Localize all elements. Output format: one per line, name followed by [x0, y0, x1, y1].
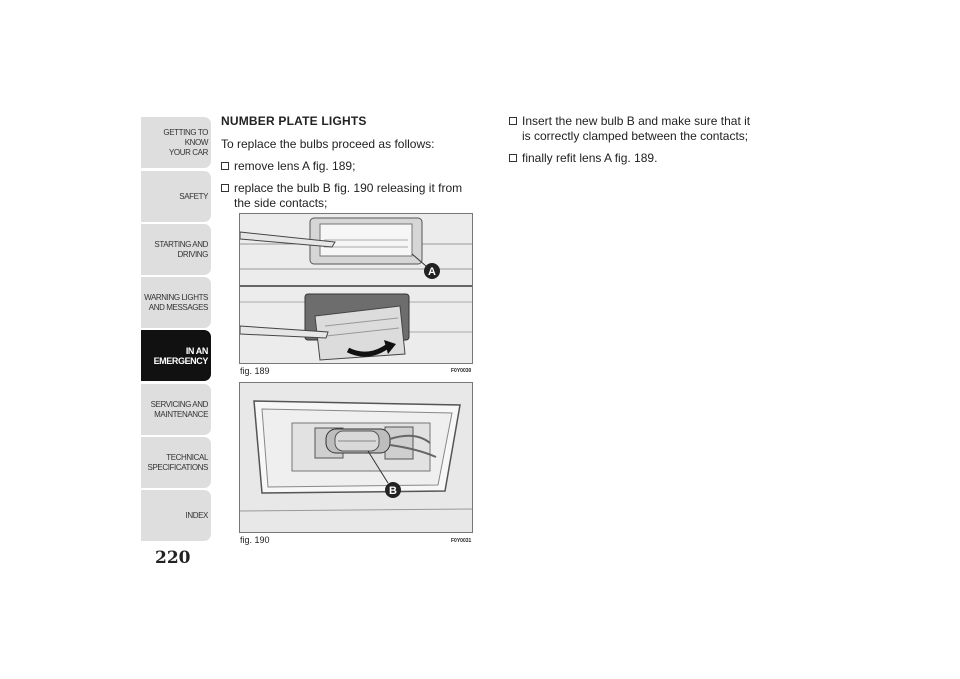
step-text: remove lens A fig. 189; — [234, 159, 356, 173]
checkbox-bullet-icon — [221, 162, 229, 170]
figure-189-image — [239, 213, 473, 364]
sidebar-tab-warning-lights[interactable] — [141, 277, 211, 328]
callout-b: B — [389, 485, 397, 497]
sidebar-tab-index[interactable] — [141, 490, 211, 541]
figure-190-image — [239, 382, 473, 533]
step-item — [221, 159, 476, 174]
left-column — [221, 114, 476, 218]
sidebar-tab-servicing[interactable] — [141, 384, 211, 435]
figure-189-caption: fig. 189 — [240, 366, 270, 376]
tab-label: SAFETY — [179, 191, 208, 201]
step-text: finally refit lens A fig. 189. — [522, 151, 658, 165]
tab-label: INDEX — [185, 510, 208, 520]
step-item — [509, 114, 759, 144]
sidebar-tab-getting-to-know[interactable] — [141, 117, 211, 168]
sidebar-tab-in-an-emergency[interactable] — [141, 330, 211, 381]
tab-label: SERVICING AND MAINTENANCE — [150, 399, 208, 419]
figure-190-code: F0Y0031 — [451, 538, 472, 544]
right-column — [509, 114, 759, 173]
sidebar-tab-starting-driving[interactable] — [141, 224, 211, 275]
tab-label: IN AN EMERGENCY — [153, 345, 208, 366]
lens-removal-illustration — [240, 214, 472, 363]
callout-a: A — [428, 266, 436, 278]
checkbox-bullet-icon — [509, 117, 517, 125]
intro-text: To replace the bulbs proceed as follows: — [221, 137, 435, 151]
step-text: Insert the new bulb B and make sure that it is correctly clamped between the contacts; — [522, 114, 751, 143]
page-number: 220 — [155, 548, 191, 568]
checkbox-bullet-icon — [221, 184, 229, 192]
sidebar-tab-technical-specs[interactable] — [141, 437, 211, 488]
sidebar-tab-safety[interactable] — [141, 171, 211, 222]
figure-189-code: F0Y0030 — [451, 368, 472, 374]
bulb-replacement-illustration — [240, 383, 472, 532]
step-text: replace the bulb B fig. 190 releasing it from the side contacts; — [234, 181, 463, 210]
tab-label: WARNING LIGHTS AND MESSAGES — [144, 292, 208, 312]
step-item — [221, 181, 476, 211]
step-item — [509, 151, 759, 166]
checkbox-bullet-icon — [509, 154, 517, 162]
tab-label: STARTING AND DRIVING — [154, 239, 208, 259]
tab-label: GETTING TO KNOW YOUR CAR — [163, 127, 208, 157]
section-heading: NUMBER PLATE LIGHTS — [221, 114, 367, 128]
figure-190-caption: fig. 190 — [240, 535, 270, 545]
tab-label: TECHNICAL SPECIFICATIONS — [147, 452, 208, 472]
